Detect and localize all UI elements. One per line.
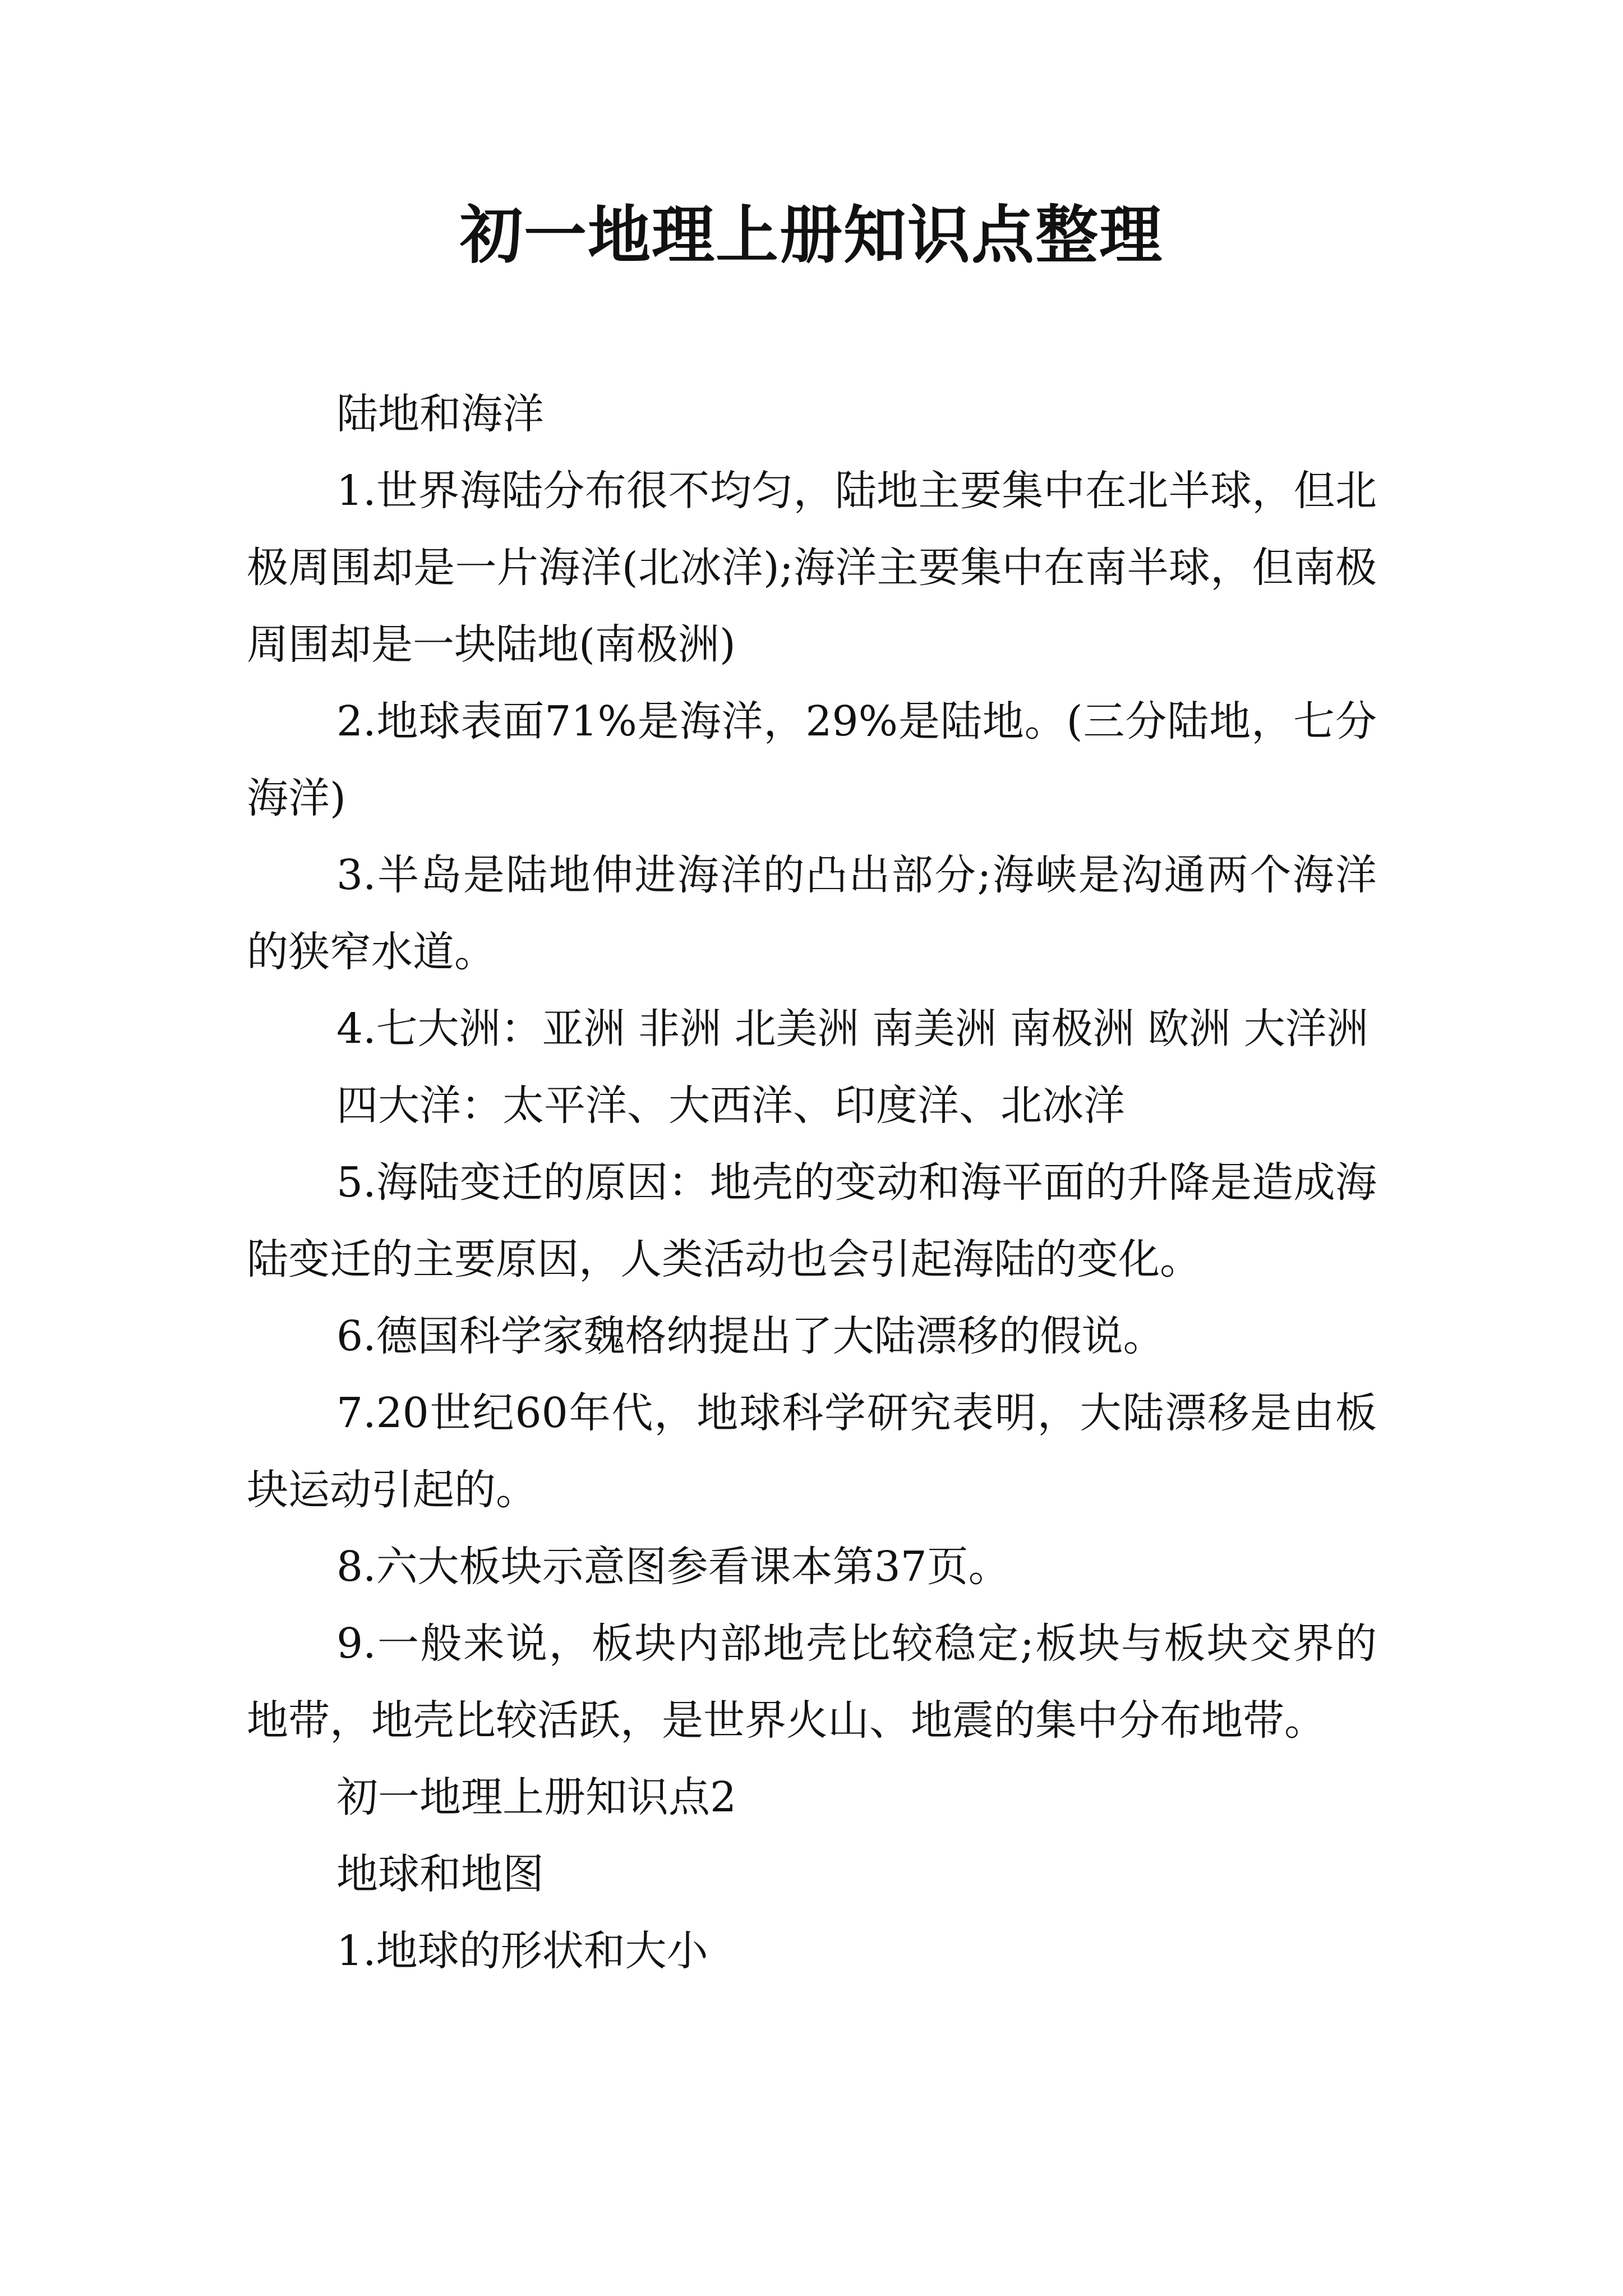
document-body	[247, 376, 1377, 1990]
paragraph: 6.德国科学家魏格纳提出了大陆漂移的假说。	[336, 1312, 1165, 1360]
paragraph: 1.世界海陆分布很不均匀，陆地主要集中在北半球，但北极周围却是一片海洋(北冰洋);海洋主要集中在南半球，但南极周围却是一块陆地(南极洲)	[247, 467, 1377, 669]
paragraph: 4.七大洲：亚洲 非洲 北美洲 南美洲 南极洲 欧洲 大洋洲	[336, 1005, 1368, 1053]
paragraph: 3.半岛是陆地伸进海洋的凸出部分;海峡是沟通两个海洋的狭窄水道。	[247, 851, 1377, 976]
paragraph-section-heading: 地球和地图	[336, 1850, 544, 1898]
page-title: 初一地理上册知识点整理	[460, 199, 1163, 272]
paragraph: 四大洋：太平洋、大西洋、印度洋、北冰洋	[336, 1082, 1125, 1130]
paragraph: 1.地球的形状和大小	[336, 1927, 708, 1975]
paragraph: 8.六大板块示意图参看课本第37页。	[336, 1543, 1010, 1591]
paragraph: 7.20世纪60年代，地球科学研究表明，大陆漂移是由板块运动引起的。	[247, 1389, 1377, 1514]
paragraph: 5.海陆变迁的原因：地壳的变动和海平面的升降是造成海陆变迁的主要原因，人类活动也会引起海陆的变化。	[247, 1158, 1377, 1283]
paragraph: 2.地球表面71%是海洋，29%是陆地。(三分陆地，七分海洋)	[247, 697, 1377, 822]
paragraph-subtitle: 初一地理上册知识点2	[336, 1773, 737, 1821]
paragraph: 9.一般来说，板块内部地壳比较稳定;板块与板块交界的地带，地壳比较活跃，是世界火山、地震的集中分布地带。	[247, 1619, 1377, 1745]
paragraph-section-heading: 陆地和海洋	[336, 390, 544, 438]
